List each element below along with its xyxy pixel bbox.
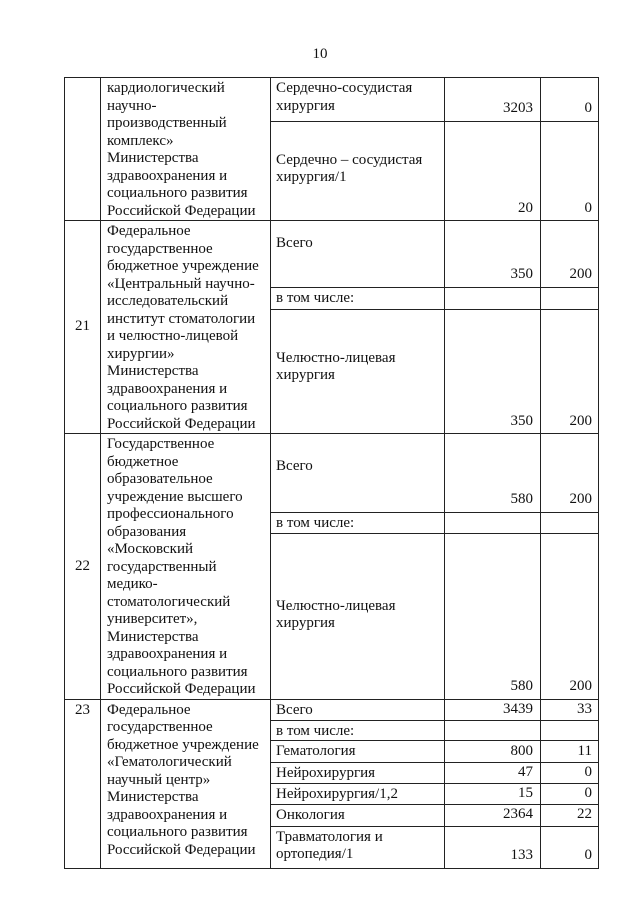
specialty-cell: Всего [271,699,445,720]
organization-name-line: здравоохранения и [107,806,228,823]
specialty-cell: Онкология [271,804,445,826]
value-second-cell: 33 [541,699,599,720]
value-second-cell: 200 [541,221,599,288]
organization-name-line: «Московский [107,541,194,557]
organization-name-line: Российской Федерации [107,681,256,697]
organization-name-line: здравоохранения и [107,646,228,662]
table-row [65,434,599,513]
organization-name-line: социального развития [107,398,248,414]
value-second-cell: 0 [541,826,599,868]
value-total-cell [445,512,541,533]
organization-name-line: Федеральное [107,223,191,239]
organization-name-line: «Центральный научно- [107,275,255,292]
specialty-cell: в том числе: [271,512,445,533]
specialty-cell: в том числе: [271,720,445,741]
specialty-cell: Нейрохирургия/1,2 [271,784,445,805]
value-second-cell: 0 [541,784,599,805]
value-total-cell: 3203 [445,78,541,122]
value-total-cell: 350 [445,221,541,288]
row-number: 21 [65,221,101,434]
organization-name-line: институт стоматологии [107,310,256,327]
organization-name-line: Министерства [107,628,199,645]
specialty-cell: Сердечно – сосудистая хирургия/1 [271,121,445,220]
row-number [65,78,101,221]
value-second-cell: 0 [541,78,599,122]
organization-name-line: исследовательский [107,293,229,309]
organization-name-line: бюджетное [107,453,179,470]
organization-name-line: Российской Федерации [107,415,256,432]
organization-cell [101,78,271,221]
value-second-cell: 200 [541,533,599,699]
value-total-cell: 350 [445,309,541,433]
specialty-cell: Гематология [271,741,445,763]
table-row [65,699,599,720]
value-total-cell: 15 [445,784,541,805]
value-total-cell: 800 [445,741,541,763]
organization-name-line: хирургии» [107,345,175,362]
organization-cell [101,699,271,868]
organization-name-line: социального развития [107,185,248,201]
organization-name-line: здравоохранения и [107,380,228,397]
organization-name-line: Российской Федерации [107,202,256,219]
specialty-cell: Травматология и ортопедия/1 [271,826,445,868]
value-second-cell: 0 [541,763,599,784]
specialty-cell: Челюстно-лицевая хирургия [271,533,445,699]
organization-name-line: социального развития [107,663,248,680]
specialty-cell: в том числе: [271,287,445,309]
value-second-cell [541,720,599,741]
organization-name [107,436,266,699]
organization-name-line: бюджетное учреждение [107,736,259,753]
organization-name-line: научно- [107,97,157,114]
organization-name-line: Министерства [107,363,199,379]
table-row [65,221,599,288]
value-total-cell: 20 [445,121,541,220]
organization-name-line: Министерства [107,789,199,805]
value-second-cell: 200 [541,309,599,433]
page-number: 10 [312,46,328,62]
quota-table [64,77,599,869]
organization-name-line: образования [107,523,187,540]
specialty-cell: Всего [271,221,445,288]
value-total-cell [445,287,541,309]
organization-name-line: социального развития [107,824,248,840]
organization-name-line: кардиологический [107,80,225,96]
table-row [65,78,599,122]
specialty-cell: Нейрохирургия [271,763,445,784]
row-number: 22 [65,434,101,700]
organization-name-line: государственное [107,719,213,735]
row-number: 23 [65,699,101,868]
value-second-cell: 0 [541,121,599,220]
organization-name-line: производственный [107,115,227,131]
organization-name-line: профессионального [107,506,234,522]
value-second-cell: 11 [541,741,599,763]
organization-name-line: бюджетное учреждение [107,258,259,274]
organization-name-line: научный центр» [107,771,211,788]
organization-name-line: Российской Федерации [107,841,256,858]
organization-name [107,223,266,433]
specialty-cell: Всего [271,434,445,513]
value-total-cell: 3439 [445,699,541,720]
specialty-cell: Челюстно-лицевая хирургия [271,309,445,433]
organization-name-line: государственное [107,240,213,257]
value-total-cell: 580 [445,434,541,513]
organization-name-line: учреждение высшего [107,488,243,505]
organization-name-line: образовательное [107,471,213,487]
organization-name-line: и челюстно-лицевой [107,328,239,344]
value-second-cell: 22 [541,804,599,826]
organization-name-line: Федеральное [107,701,191,718]
value-total-cell: 133 [445,826,541,868]
specialty-cell: Сердечно-сосудистая хирургия [271,78,445,122]
organization-name-line: медико- [107,576,158,592]
value-total-cell: 580 [445,533,541,699]
organization-name-line: Министерства [107,150,199,166]
organization-name [107,80,266,220]
value-total-cell: 47 [445,763,541,784]
organization-name-line: Государственное [107,436,215,452]
organization-name-line: «Гематологический [107,754,232,770]
organization-name-line: стоматологический [107,593,231,610]
value-total-cell [445,720,541,741]
value-second-cell: 200 [541,434,599,513]
organization-name-line: комплекс» [107,132,174,149]
value-second-cell [541,287,599,309]
organization-name-line: здравоохранения и [107,167,228,184]
organization-name-line: университет», [107,611,198,627]
value-second-cell [541,512,599,533]
organization-name [107,702,266,860]
organization-cell [101,221,271,434]
organization-cell [101,434,271,700]
value-total-cell: 2364 [445,804,541,826]
organization-name-line: государственный [107,558,217,575]
